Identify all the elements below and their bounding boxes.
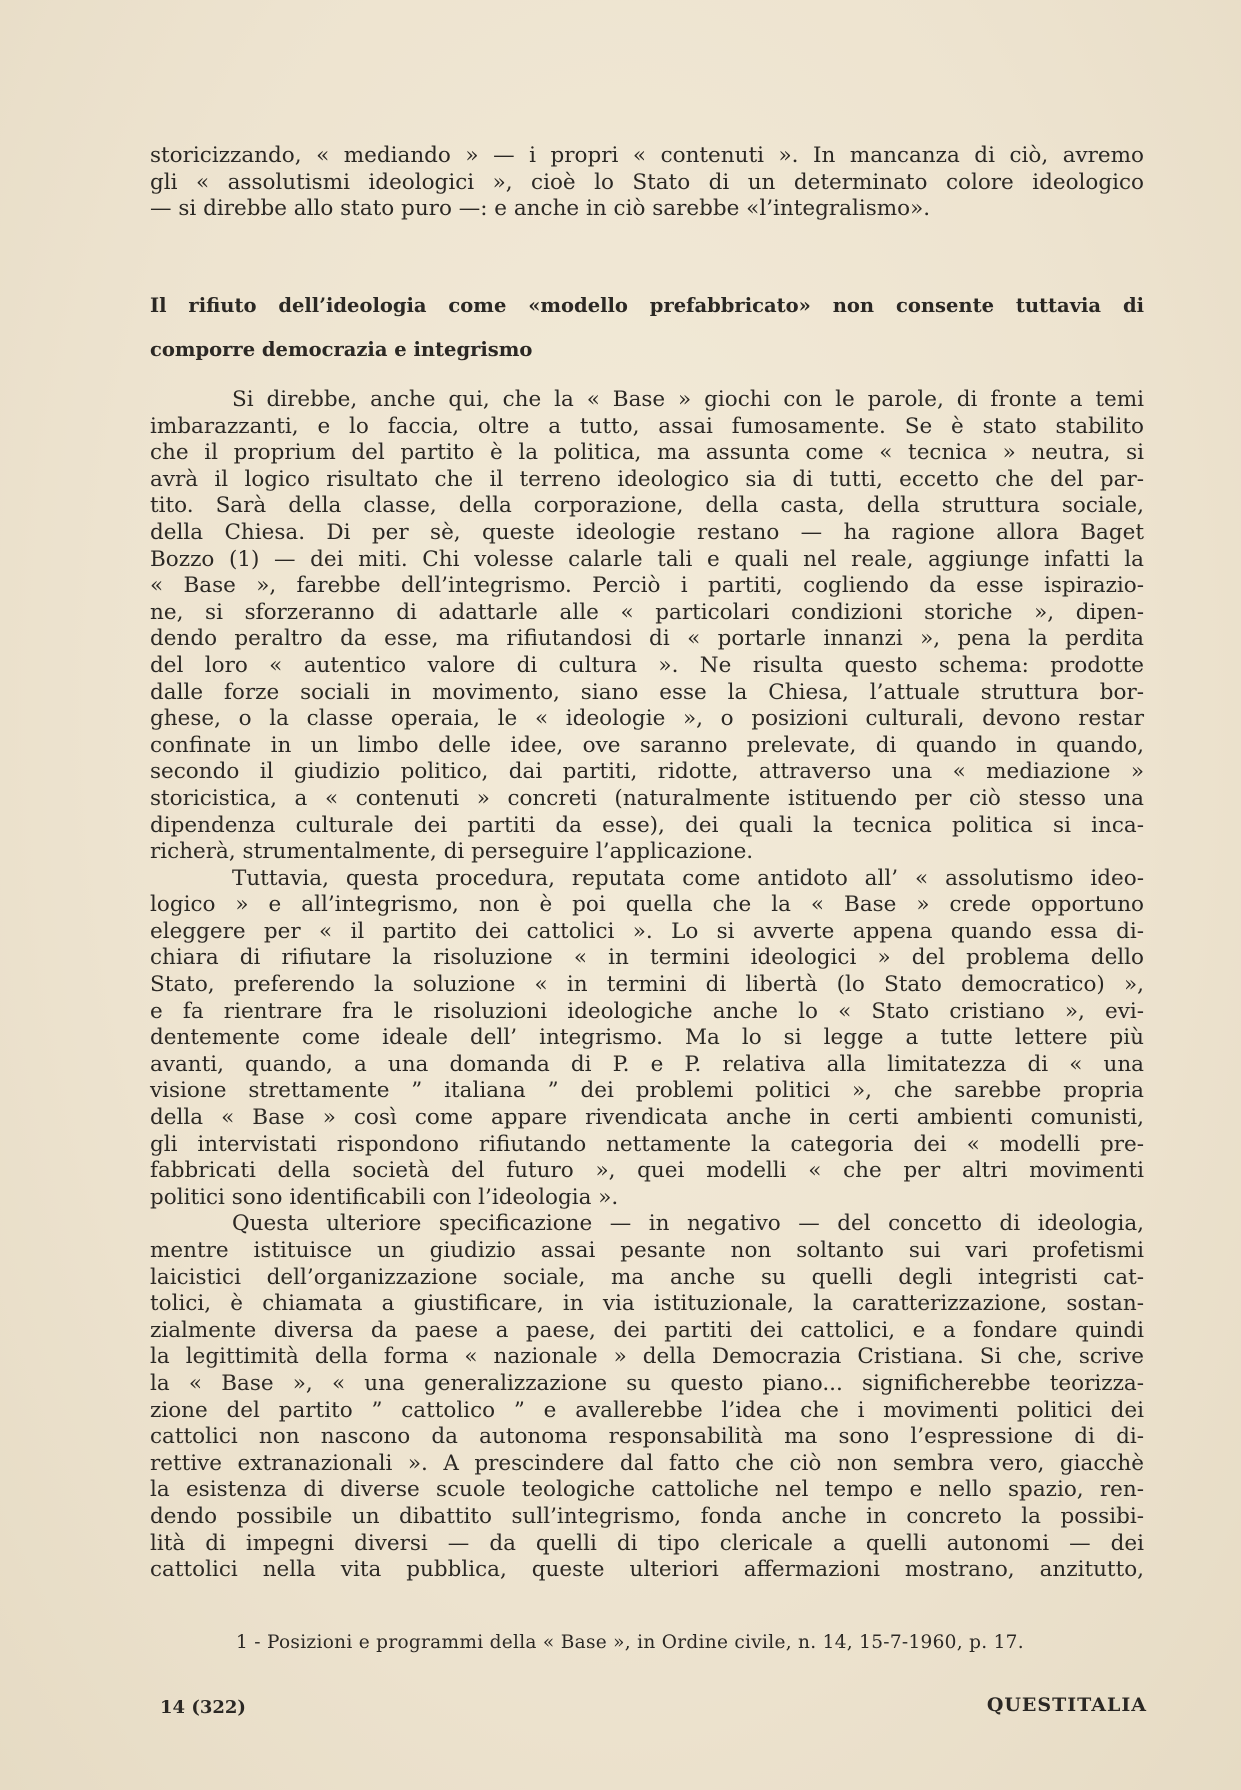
- text-line: storicizzando, « mediando » — i propri « contenuti ». In mancanza di ciò, avremo: [150, 143, 1144, 168]
- heading-line: Il rifiuto dell’ideologia come «modello prefabbricato» non consente tuttavia di: [150, 294, 1144, 317]
- text-line: ne, si sforzeranno di adattarle alle « particolari condizioni storiche », dipen-: [150, 599, 1144, 625]
- text-line: avrà il logico risultato che il terreno ideologico sia di tutti, eccetto che del par-: [150, 466, 1144, 492]
- text-line: eleggere per « il partito dei cattolici ». Lo si avverte appena quando essa di-: [150, 918, 1144, 944]
- text-line: secondo il giudizio politico, dai partiti, ridotte, attraverso una « mediazione »: [150, 759, 1144, 785]
- text-line: visione strettamente ” italiana ” dei problemi politici », che sarebbe propria: [150, 1078, 1144, 1104]
- text-line: la « Base », « una generalizzazione su questo piano... significherebbe teorizza-: [150, 1370, 1144, 1396]
- footnote: 1 - Posizioni e programmi della « Base », in Ordine civile, n. 14, 15-7-1960, p. 17.: [236, 1632, 1024, 1653]
- text-line: cattolici nella vita pubblica, queste ulteriori affermazioni mostrano, anzitutto,: [150, 1557, 1144, 1583]
- text-line: gli intervistati rispondono rifiutando nettamente la categoria dei « modelli pre-: [150, 1131, 1144, 1157]
- body-text: [150, 387, 1144, 1584]
- text-line: zione del partito ” cattolico ” e avallerebbe l’idea che i movimenti politici dei: [150, 1397, 1144, 1423]
- intro-paragraph: [150, 143, 1144, 223]
- text-line: cattolici non nascono da autonoma responsabilità ma sono l’espressione di di-: [150, 1424, 1144, 1450]
- text-line: laicistici dell’organizzazione sociale, ma anche su quelli degli integristi cat-: [150, 1264, 1144, 1290]
- heading-line: comporre democrazia e integrismo: [150, 338, 533, 361]
- text-line: Stato, preferendo la soluzione « in termini di libertà (lo Stato democratico) »,: [150, 972, 1144, 998]
- text-line: fabbricati della società del futuro », quei modelli « che per altri movimenti: [150, 1158, 1144, 1184]
- text-line: lità di impegni diversi — da quelli di tipo clericale a quelli autonomi — dei: [150, 1530, 1144, 1556]
- text-line: che il proprium del partito è la politica, ma assunta come « tecnica » neutra, si: [150, 440, 1144, 466]
- text-line: storicistica, a « contenuti » concreti (naturalmente istituendo per ciò stesso una: [150, 785, 1144, 811]
- text-line: politici sono identificabili con l’ideologia ».: [150, 1184, 619, 1210]
- text-line: Tuttavia, questa procedura, reputata come antidoto all’ « assolutismo ideo-: [232, 865, 1144, 891]
- text-line: la legittimità della forma « nazionale » della Democrazia Cristiana. Si che, scrive: [150, 1344, 1144, 1370]
- text-line: della Chiesa. Di per sè, queste ideologie restano — ha ragione allora Baget: [150, 519, 1144, 545]
- text-line: tito. Sarà della classe, della corporazione, della casta, della struttura sociale,: [150, 493, 1144, 519]
- text-line: mentre istituisce un giudizio assai pesante non soltanto sui vari profetismi: [150, 1238, 1144, 1263]
- text-line: e fa rientrare fra le risoluzioni ideologiche anche lo « Stato cristiano », evi-: [150, 998, 1144, 1024]
- text-line: dendo possibile un dibattito sull’integrismo, fonda anche in concreto la possibi-: [150, 1503, 1144, 1529]
- text-line: richerà, strumentalmente, di perseguire l’applicazione.: [150, 839, 754, 865]
- text-line: dendo peraltro da esse, ma rifiutandosi di « portarle innanzi », pena la perdita: [150, 626, 1144, 652]
- text-line: — si direbbe allo stato puro —: e anche in ciò sarebbe «l’integralismo».: [150, 196, 931, 222]
- text-line: imbarazzanti, e lo faccia, oltre a tutto, assai fumosamente. Se è stato stabilito: [150, 413, 1144, 439]
- text-line: confinate in un limbo delle idee, ove saranno prelevate, di quando in quando,: [150, 732, 1144, 758]
- text-line: tolici, è chiamata a giustificare, in via istituzionale, la caratterizzazione, sostan-: [150, 1291, 1144, 1317]
- text-line: chiara di rifiutare la risoluzione « in termini ideologici » del problema dello: [150, 945, 1144, 971]
- text-line: della « Base » così come appare rivendicata anche in certi ambienti comunisti,: [150, 1105, 1144, 1131]
- text-line: avanti, quando, a una domanda di P. e P. relativa alla limitatezza di « una: [150, 1051, 1144, 1077]
- text-line: ghese, o la classe operaia, le « ideologie », o posizioni culturali, devono restar: [150, 706, 1144, 732]
- text-line: « Base », farebbe dell’integrismo. Perciò i partiti, cogliendo da esse ispirazio-: [150, 573, 1144, 599]
- text-line: Bozzo (1) — dei miti. Chi volesse calarle tali e quali nel reale, aggiunge infatti la: [150, 546, 1144, 572]
- text-line: dalle forze sociali in movimento, siano esse la Chiesa, l’attuale struttura bor-: [150, 679, 1144, 705]
- text-line: dipendenza culturale dei partiti da esse), dei quali la tecnica politica si inca-: [150, 812, 1144, 838]
- journal-title: QUESTITALIA: [986, 1694, 1147, 1716]
- text-line: dentemente come ideale dell’ integrismo. Ma lo si legge a tutte lettere più: [150, 1025, 1144, 1051]
- text-line: del loro « autentico valore di cultura ». Ne risulta questo schema: prodotte: [150, 652, 1144, 678]
- page-number: 14 (322): [160, 1697, 246, 1718]
- text-line: Si direbbe, anche qui, che la « Base » giochi con le parole, di fronte a temi: [232, 387, 1144, 412]
- section-heading: [150, 284, 1144, 372]
- text-line: logico » e all’integrismo, non è poi quella che la « Base » crede opportuno: [150, 892, 1144, 918]
- text-line: Questa ulteriore specificazione — in negativo — del concetto di ideologia,: [232, 1211, 1144, 1237]
- text-line: la esistenza di diverse scuole teologiche cattoliche nel tempo e nello spazio, ren-: [150, 1477, 1144, 1503]
- text-line: gli « assolutismi ideologici », cioè lo Stato di un determinato colore ideologico: [150, 169, 1144, 195]
- text-line: rettive extranazionali ». A prescindere dal fatto che ciò non sembra vero, giacchè: [150, 1450, 1144, 1476]
- text-line: zialmente diversa da paese a paese, dei partiti dei cattolici, e a fondare quindi: [150, 1317, 1144, 1343]
